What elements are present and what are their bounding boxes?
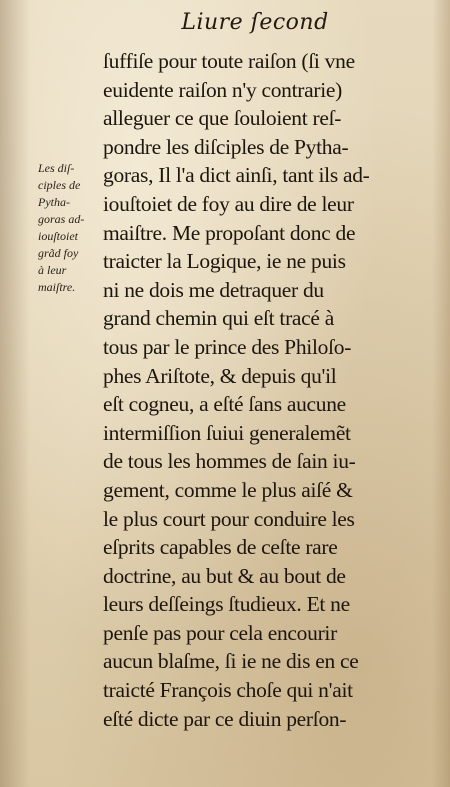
body-text — [103, 47, 418, 733]
text-line: ni ne dois me detraquer du — [103, 277, 324, 302]
margin-note-line: Pytha- — [38, 195, 70, 209]
text-line: intermiſſion ſuiui generalemẽt — [103, 420, 351, 445]
text-line: pondre les diſciples de Pytha- — [103, 134, 349, 159]
text-line: euidente raiſon n'y contrarie) — [103, 77, 343, 102]
margin-note — [38, 160, 102, 296]
text-line: alleguer ce que ſouloient reſ- — [103, 106, 342, 131]
page-edge — [432, 0, 450, 787]
margin-note-line: à leur — [38, 263, 67, 277]
text-line: goras, Il l'a dict ainſi, tant ils ad- — [103, 163, 370, 188]
margin-note-line: goras ad- — [38, 212, 85, 226]
margin-note-line: Les diſ- — [38, 161, 75, 175]
text-line: traicté François choſe qui n'ait — [103, 678, 353, 703]
text-line: maiſtre. Me propoſant donc de — [103, 220, 356, 245]
text-line: leurs deſſeings ſtudieux. Et ne — [103, 592, 350, 617]
margin-note-line: ciples de — [38, 178, 81, 192]
text-line: grand chemin qui eſt tracé à — [103, 306, 334, 331]
text-line: phes Ariſtote, & depuis qu'il — [103, 363, 337, 388]
margin-note-line: grãd foy — [38, 246, 79, 260]
text-line: eſt cogneu, a eſté ſans aucune — [103, 392, 346, 417]
text-line: gement, comme le plus aiſé & — [103, 477, 353, 502]
margin-note-line: maiſtre. — [38, 280, 76, 294]
text-line: tous par le prince des Philoſo- — [103, 334, 352, 359]
text-line: eſprits capables de ceſte rare — [103, 535, 338, 560]
running-head: Liure ſecond — [181, 10, 329, 35]
text-line: ſuffiſe pour toute raiſon (ſi vne — [103, 49, 355, 73]
margin-note-line: iouſtoiet — [38, 229, 78, 243]
text-line: le plus court pour conduire les — [103, 506, 355, 531]
text-line: doctrine, au but & au bout de — [103, 563, 346, 588]
text-line: eſté dicte par ce diuin perſon- — [103, 706, 347, 731]
text-line: de tous les hommes de ſain iu- — [103, 449, 356, 474]
text-line: iouſtoiet de foy au dire de leur — [103, 191, 354, 216]
text-line: penſe pas pour cela encourir — [103, 620, 337, 645]
gutter-shadow — [0, 0, 30, 787]
text-line: aucun blaſme, ſi ie ne dis en ce — [103, 649, 359, 674]
text-line: traicter la Logique, ie ne puis — [103, 249, 346, 274]
